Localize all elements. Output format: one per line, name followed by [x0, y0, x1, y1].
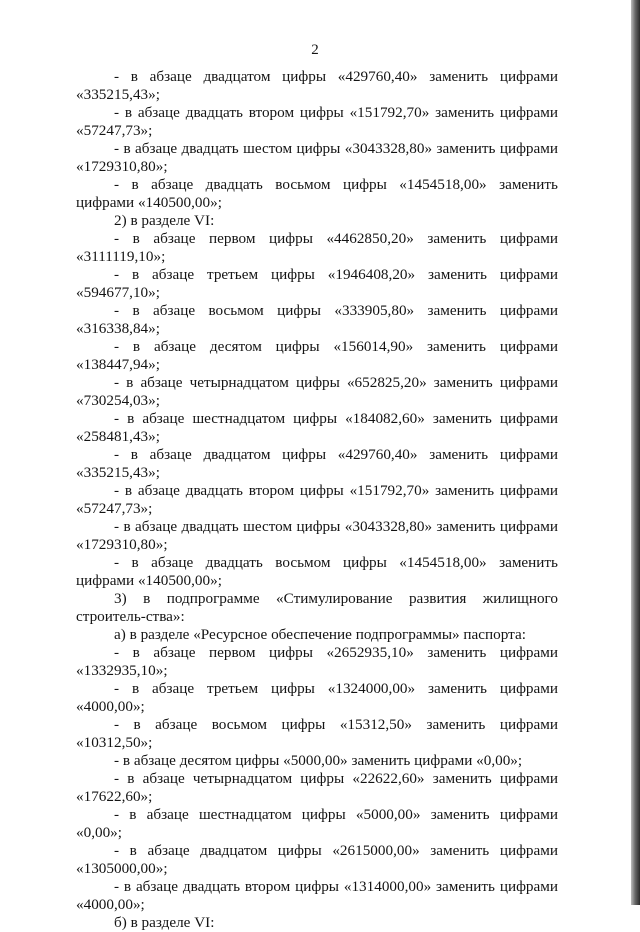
paragraph: - в абзаце двадцать втором цифры «151792,70» заменить цифрами «57247,73»;: [76, 104, 558, 139]
section-heading: 3) в подпрограмме «Стимулирование развития жилищного строитель-ства»:: [76, 590, 558, 625]
paragraph: - в абзаце десятом цифры «156014,90» заменить цифрами «138447,94»;: [76, 338, 558, 373]
paragraph: - в абзаце двадцать шестом цифры «3043328,80» заменить цифрами «1729310,80»;: [76, 140, 558, 175]
paragraph: - в абзаце десятом цифры «5000,00» заменить цифрами «0,00»;: [114, 752, 523, 769]
paragraph: - в абзаце четырнадцатом цифры «22622,60» заменить цифрами «17622,60»;: [76, 770, 558, 805]
paragraph: - в абзаце восьмом цифры «333905,80» заменить цифрами «316338,84»;: [76, 302, 558, 337]
paragraph: - в абзаце двадцать шестом цифры «3043328,80» заменить цифрами «1729310,80»;: [76, 518, 558, 553]
paragraph: - в абзаце шестнадцатом цифры «5000,00» заменить цифрами «0,00»;: [76, 806, 558, 841]
paragraph: - в абзаце двадцать втором цифры «151792,70» заменить цифрами «57247,73»;: [76, 482, 558, 517]
paragraph: - в абзаце восьмом цифры «15312,50» заменить цифрами «10312,50»;: [76, 716, 558, 751]
paragraph: - в абзаце двадцать восьмом цифры «1454518,00» заменить цифрами «140500,00»;: [76, 176, 558, 211]
page-number: 2: [311, 42, 319, 58]
scan-edge-shadow: [631, 0, 640, 905]
paragraph: - в абзаце двадцать втором цифры «1314000,00» заменить цифрами «4000,00»;: [76, 878, 558, 913]
paragraph: - в абзаце первом цифры «4462850,20» заменить цифрами «3111119,10»;: [76, 230, 558, 265]
paragraph: - в абзаце двадцать восьмом цифры «1454518,00» заменить цифрами «140500,00»;: [76, 554, 558, 589]
paragraph: - в абзаце первом цифры «2652935,10» заменить цифрами «1332935,10»;: [76, 644, 558, 679]
paragraph: - в абзаце третьем цифры «1946408,20» заменить цифрами «594677,10»;: [76, 266, 558, 301]
paragraph: - в абзаце третьем цифры «1324000,00» заменить цифрами «4000,00»;: [76, 680, 558, 715]
section-heading: б) в разделе VI:: [114, 914, 215, 931]
paragraph: - в абзаце двадцатом цифры «429760,40» заменить цифрами «335215,43»;: [76, 68, 558, 103]
section-heading: а) в разделе «Ресурсное обеспечение подпрограммы» паспорта:: [114, 626, 526, 643]
paragraph: - в абзаце четырнадцатом цифры «652825,20» заменить цифрами «730254,03»;: [76, 374, 558, 409]
document-body: [76, 68, 558, 932]
section-heading: 2) в разделе VI:: [114, 212, 215, 229]
paragraph: - в абзаце двадцатом цифры «429760,40» заменить цифрами «335215,43»;: [76, 446, 558, 481]
paragraph: - в абзаце шестнадцатом цифры «184082,60» заменить цифрами «258481,43»;: [76, 410, 558, 445]
paragraph: - в абзаце двадцатом цифры «2615000,00» заменить цифрами «1305000,00»;: [76, 842, 558, 877]
